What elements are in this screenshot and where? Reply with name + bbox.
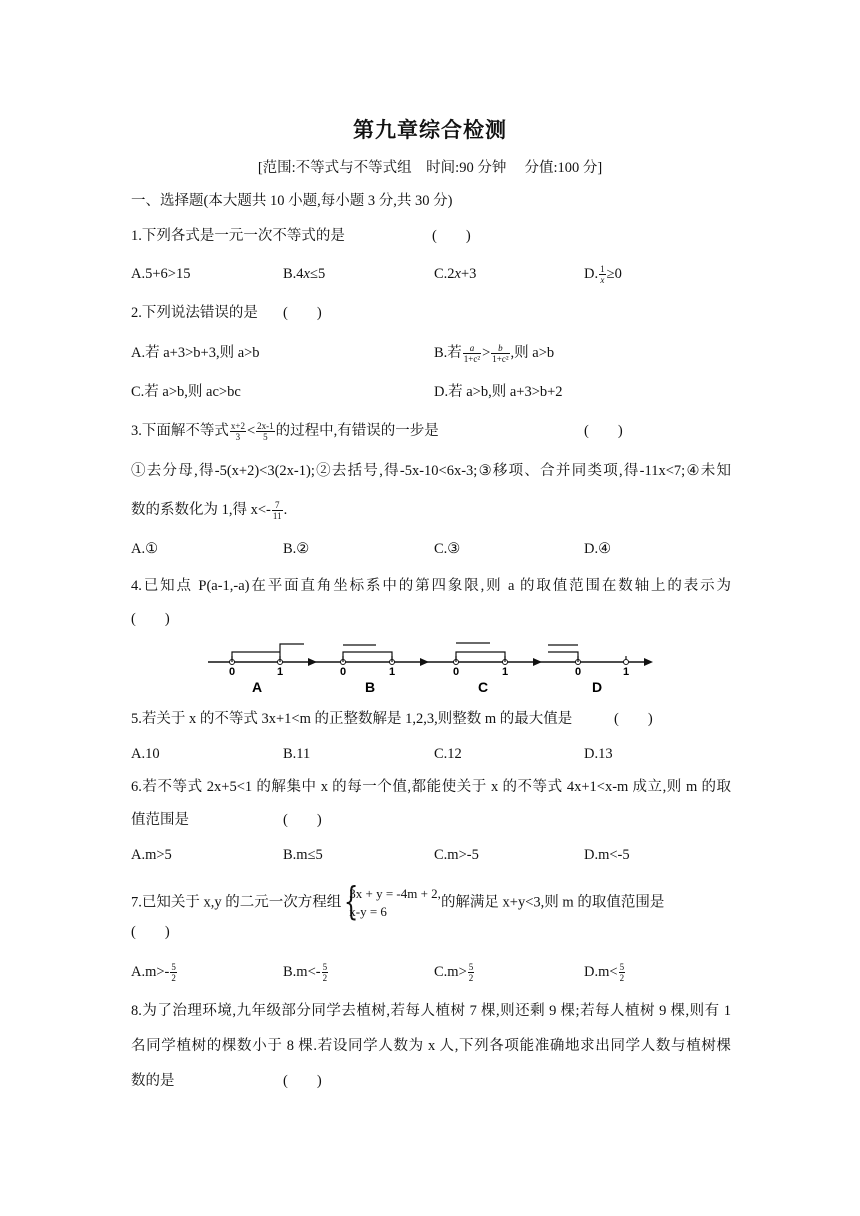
tick-label: 0 xyxy=(340,666,347,678)
q2-option-b: B.若 $\frac{a}{\text{1+c²}}$ > $\frac{b}{\text{1+c²}}$ ,则 a>b xyxy=(434,343,555,365)
q5-answer-paren: ( ) xyxy=(614,711,653,727)
tick-label: 1 xyxy=(277,666,284,678)
tick-label: 0 xyxy=(229,666,236,678)
q2-answer-paren: ( ) xyxy=(283,305,322,321)
option-label-b: B xyxy=(365,679,376,695)
q3-option-b: B.② xyxy=(283,541,310,557)
q1-answer-paren: ( ) xyxy=(432,228,471,244)
solution-bracket xyxy=(343,652,392,662)
arrowhead xyxy=(533,658,542,666)
q2-option-a: A.若 a+3>b+3,则 a>b xyxy=(131,345,260,361)
q6-stem: 6.若不等式 2x+5<1 的解集中 x 的每一个值,都能使关于 x 的不等式 4x+1<x-m 成立,则 m 的取 xyxy=(131,779,731,795)
q1-option-a: A.5+6>15 xyxy=(131,266,191,282)
page-subtitle: [范围:不等式与不等式组 时间:90 分钟 分值:100 分] xyxy=(257,160,603,176)
q3-option-c: C.③ xyxy=(434,541,461,557)
equation-system: { 3x + y = -4m + 2, x-y = 6 xyxy=(344,879,441,923)
solution-bracket xyxy=(232,652,280,662)
q5-option-a: A.10 xyxy=(131,746,160,762)
q5-stem: 5.若关于 x 的不等式 3x+1<m 的正整数解是 1,2,3,则整数 m 的最大值是 xyxy=(131,711,573,727)
fraction: $\frac{5}{2}$ xyxy=(619,962,625,984)
q8-answer-paren: ( ) xyxy=(283,1073,322,1089)
solution-bracket xyxy=(280,644,304,662)
q5-option-b: B.11 xyxy=(283,746,311,762)
q7-stem: 7.已知关于 x,y 的二元一次方程组 { 3x + y = -4m + 2, x-y = 6 的解满足 x+y<3,则 m 的取值范围是 xyxy=(131,879,665,923)
q7-option-b: B.m<- $\frac{5}{2}$ xyxy=(283,962,328,984)
q3-stem: 3.下面解不等式 $\frac{x+2}{3}$ < $\frac{2x-1}{5}$ 的过程中,有错误的一步是 xyxy=(131,421,439,443)
tick-label: 1 xyxy=(623,666,630,678)
open-point xyxy=(624,660,629,665)
q1-stem: 1.下列各式是一元一次不等式的是 xyxy=(131,228,345,244)
q3-option-a: A.① xyxy=(131,541,159,557)
tick-label: 1 xyxy=(502,666,509,678)
number-line-options xyxy=(200,636,660,696)
q4-answer-paren: ( ) xyxy=(131,611,170,627)
q8-stem: 8.为了治理环境,九年级部分同学去植树,若每人植树 7 棵,则还剩 9 棵;若每人植树 9 棵,则有 1 xyxy=(131,1003,731,1019)
arrowhead xyxy=(644,658,653,666)
option-label-d: D xyxy=(592,679,603,695)
q3-option-d: D.④ xyxy=(584,541,612,557)
tick-label: 0 xyxy=(453,666,460,678)
q5-option-c: C.12 xyxy=(434,746,462,762)
page-title: 第九章综合检测 xyxy=(353,118,507,142)
fraction: $\frac{7}{11}$ xyxy=(272,500,282,522)
q1-option-d: D. $\frac{1}{x}$ ≥0 xyxy=(584,264,622,286)
q3-steps-line-2: 数的系数化为 1,得 x<- $\frac{7}{11}$ . xyxy=(131,500,288,522)
q2-option-c: C.若 a>b,则 ac>bc xyxy=(131,384,241,400)
q1-option-c: C.2x+3 xyxy=(434,266,477,282)
q7-option-a: A.m>- $\frac{5}{2}$ xyxy=(131,962,176,984)
option-label-c: C xyxy=(478,679,489,695)
solution-bracket xyxy=(548,652,578,662)
q6-stem-line-2: 值范围是 xyxy=(131,812,189,828)
q6-option-c: C.m>-5 xyxy=(434,847,479,863)
q7-option-c: C.m> $\frac{5}{2}$ xyxy=(434,962,474,984)
q6-option-a: A.m>5 xyxy=(131,847,172,863)
fraction: $\frac{a}{\text{1+c²}}$ xyxy=(463,343,481,365)
q7-answer-paren: ( ) xyxy=(131,924,170,940)
q3-answer-paren: ( ) xyxy=(584,423,623,439)
q8-stem-line-3: 数的是 xyxy=(131,1073,175,1089)
fraction: $\frac{5}{2}$ xyxy=(171,962,176,984)
q4-stem: 4.已知点 P(a-1,-a)在平面直角坐标系中的第四象限,则 a 的取值范围在数轴上的表示为 xyxy=(131,578,731,594)
q1-option-b: B.4x≤5 xyxy=(283,266,326,282)
option-label-a: A xyxy=(252,679,263,695)
tick-label: 1 xyxy=(389,666,396,678)
q2-stem: 2.下列说法错误的是 xyxy=(131,305,258,321)
fraction: $\frac{1}{x}$ xyxy=(600,264,605,286)
fraction: $\frac{5}{2}$ xyxy=(322,962,328,984)
left-brace: { xyxy=(344,879,359,923)
q6-answer-paren: ( ) xyxy=(283,812,322,828)
arrowhead xyxy=(308,658,317,666)
q5-option-d: D.13 xyxy=(584,746,613,762)
q6-option-b: B.m≤5 xyxy=(283,847,323,863)
fraction: $\frac{2x-1}{5}$ xyxy=(257,421,274,443)
q6-option-d: D.m<-5 xyxy=(584,847,630,863)
fraction: $\frac{x+2}{3}$ xyxy=(230,421,245,443)
fraction: $\frac{b}{\text{1+c²}}$ xyxy=(492,343,509,365)
section-heading: 一、选择题(本大题共 10 小题,每小题 3 分,共 30 分) xyxy=(131,193,453,209)
solution-bracket xyxy=(456,652,505,662)
fraction: $\frac{5}{2}$ xyxy=(468,962,474,984)
q8-stem-line-2: 名同学植树的棵数小于 8 棵.若设同学人数为 x 人,下列各项能准确地求出同学人数与植树棵 xyxy=(131,1038,731,1054)
arrowhead xyxy=(420,658,429,666)
q3-steps-line: ①去分母,得-5(x+2)<3(2x-1);②去括号,得-5x-10<6x-3;③移项、合并同类项,得-11x<7;④未知 xyxy=(131,463,731,479)
tick-label: 0 xyxy=(575,666,582,678)
q2-option-d: D.若 a>b,则 a+3>b+2 xyxy=(434,384,563,400)
q7-option-d: D.m< $\frac{5}{2}$ xyxy=(584,962,625,984)
